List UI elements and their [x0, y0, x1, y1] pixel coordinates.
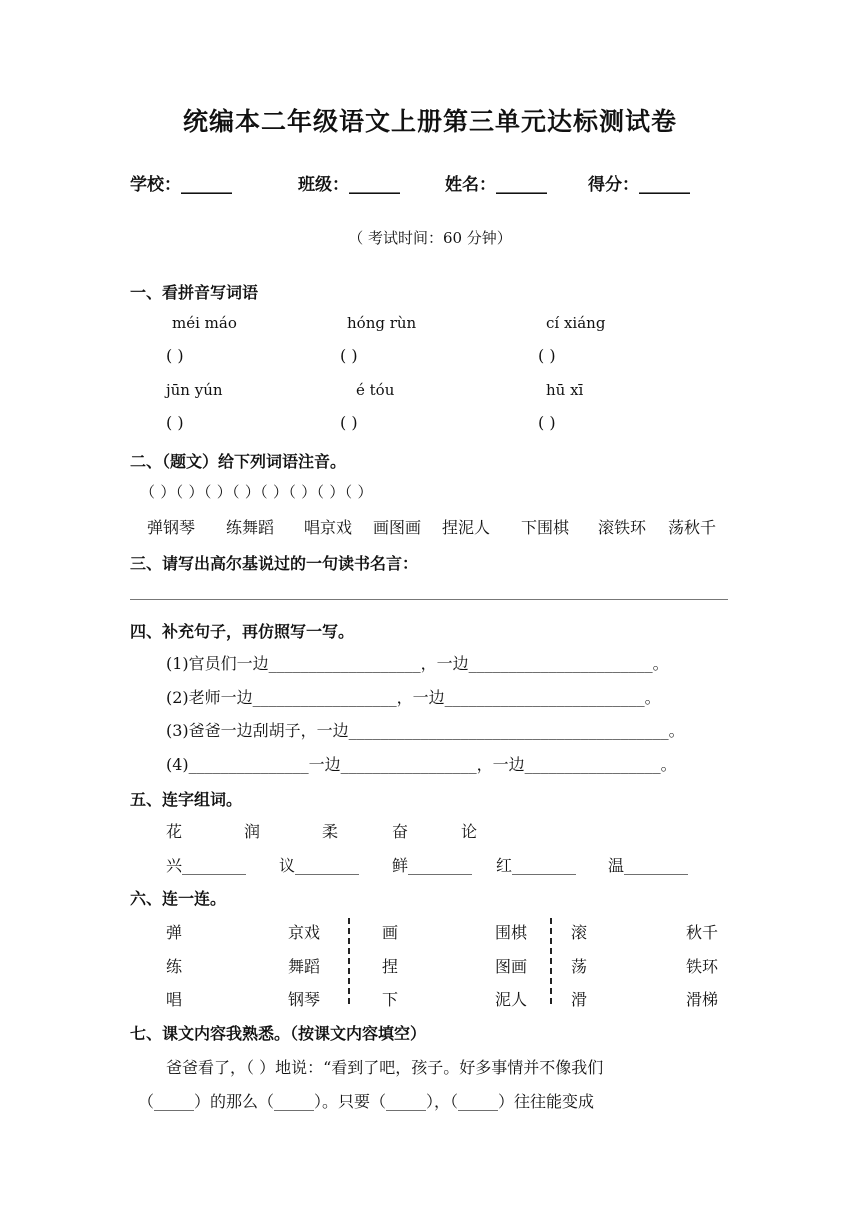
- match-left-item[interactable]: 滑: [571, 990, 588, 1009]
- sentence-line[interactable]: (3)爸爸一边刮胡子，一边________________________________________。: [166, 721, 685, 740]
- pinyin-item: jūn yún: [166, 381, 223, 399]
- match-right-item[interactable]: 舞蹈: [288, 957, 321, 976]
- sentence-line[interactable]: (1)官员们一边___________________，一边_______________________。: [166, 654, 669, 673]
- pinyin-item: méi máo: [172, 314, 237, 332]
- match-left-item[interactable]: 滚: [571, 923, 588, 942]
- match-right-item[interactable]: 铁环: [686, 957, 719, 976]
- answer-blank[interactable]: ( ): [538, 346, 556, 365]
- sentence-line[interactable]: (4)_______________一边_________________，一边_________________。: [166, 755, 677, 774]
- group-divider: [550, 918, 552, 1004]
- char-item: 柔: [322, 822, 339, 841]
- answer-blank[interactable]: ( ): [166, 346, 184, 365]
- group-divider: [348, 918, 350, 1004]
- section-3-title: 三、请写出高尔基说过的一句读书名言：: [130, 554, 419, 573]
- word-item: 荡秋千: [668, 518, 717, 537]
- exam-time-note: （ 考试时间：60 分钟）: [348, 229, 512, 247]
- match-right-item[interactable]: 图画: [495, 957, 528, 976]
- match-left-item[interactable]: 弹: [166, 923, 183, 942]
- char-item: 花: [166, 822, 183, 841]
- passage-line[interactable]: （_____）的那么（_____）。只要（_____），（_____）往往能变成: [138, 1092, 595, 1111]
- char-item: 论: [461, 822, 478, 841]
- section-5-title: 五、连字组词。: [130, 790, 243, 809]
- word-item: 弹钢琴: [147, 518, 196, 537]
- fill-word[interactable]: 温________: [608, 856, 689, 875]
- class-field[interactable]: 班级：______: [298, 175, 400, 195]
- name-field[interactable]: 姓名：______: [445, 175, 547, 195]
- page-title: 统编本二年级语文上册第三单元达标测试卷: [182, 107, 677, 136]
- match-right-item[interactable]: 秋千: [686, 923, 719, 942]
- section-7-title: 七、课文内容我熟悉。（按课文内容填空）: [130, 1024, 427, 1043]
- answer-blank[interactable]: ( ): [166, 413, 184, 432]
- match-right-item[interactable]: 围棋: [495, 923, 528, 942]
- pinyin-item: é tóu: [356, 381, 395, 399]
- match-right-item[interactable]: 滑梯: [686, 990, 719, 1009]
- word-item: 画图画: [373, 518, 422, 537]
- match-left-item[interactable]: 荡: [571, 957, 588, 976]
- fill-word[interactable]: 议________: [279, 856, 360, 875]
- section-6-title: 六、连一连。: [130, 889, 227, 908]
- word-item: 滚铁环: [598, 518, 647, 537]
- char-item: 润: [244, 822, 261, 841]
- match-right-item[interactable]: 泥人: [495, 990, 528, 1009]
- match-left-item[interactable]: 唱: [166, 990, 183, 1009]
- fill-word[interactable]: 兴________: [166, 856, 247, 875]
- score-field[interactable]: 得分：______: [588, 175, 690, 195]
- answer-blank[interactable]: ( ): [538, 413, 556, 432]
- match-left-item[interactable]: 下: [382, 990, 399, 1009]
- word-item: 唱京戏: [304, 518, 353, 537]
- pinyin-item: hū xī: [546, 381, 584, 399]
- word-item: 练舞蹈: [226, 518, 275, 537]
- fill-word[interactable]: 红________: [496, 856, 577, 875]
- answer-blank[interactable]: ( ): [340, 413, 358, 432]
- pinyin-answer-blanks[interactable]: （ ）（ ）（ ）（ ）（ ）（ ）（ ）（ ）: [140, 483, 373, 501]
- word-item: 下围棋: [521, 518, 570, 537]
- match-left-item[interactable]: 练: [166, 957, 183, 976]
- section-2-title: 二、（题文）给下列词语注音。: [130, 452, 347, 471]
- char-item: 奋: [392, 822, 409, 841]
- answer-line[interactable]: [130, 599, 728, 600]
- match-right-item[interactable]: 钢琴: [288, 990, 321, 1009]
- match-right-item[interactable]: 京戏: [288, 923, 321, 942]
- fill-word[interactable]: 鲜________: [392, 856, 473, 875]
- passage-line[interactable]: 爸爸看了，（ ）地说：“看到了吧，孩子。好多事情并不像我们: [166, 1058, 604, 1077]
- pinyin-item: cí xiáng: [546, 314, 606, 332]
- word-item: 捏泥人: [442, 518, 491, 537]
- section-1-title: 一、看拼音写词语: [130, 283, 259, 302]
- section-4-title: 四、补充句子，再仿照写一写。: [130, 622, 355, 641]
- school-field[interactable]: 学校：______: [130, 175, 232, 195]
- match-left-item[interactable]: 捏: [382, 957, 399, 976]
- answer-blank[interactable]: ( ): [340, 346, 358, 365]
- pinyin-item: hóng rùn: [347, 314, 417, 332]
- match-left-item[interactable]: 画: [382, 923, 399, 942]
- sentence-line[interactable]: (2)老师一边__________________，一边_________________________。: [166, 688, 661, 707]
